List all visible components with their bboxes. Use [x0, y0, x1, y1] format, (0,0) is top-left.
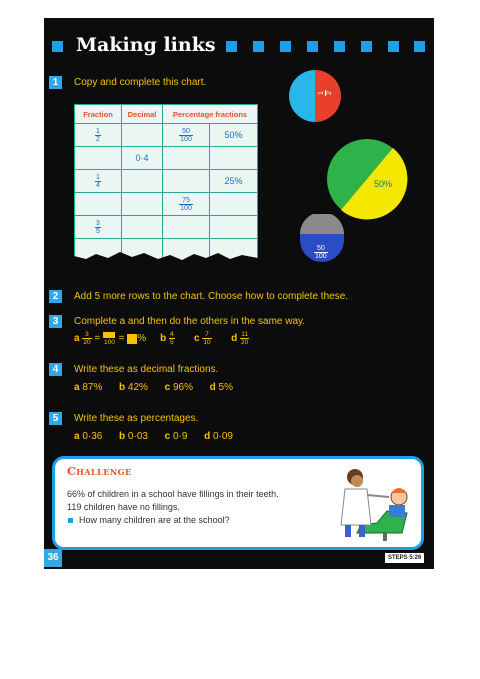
half-circle-label: 1 2 [318, 91, 334, 95]
question-1-text: Copy and complete this chart. [74, 77, 207, 88]
title-square-decoration [414, 41, 425, 52]
question-number: 4 [49, 363, 62, 376]
fraction-chart [74, 104, 258, 262]
percentage-fraction-cell: $\frac{50}{100}$ [180, 127, 192, 143]
question-3-text: Complete a and then do the others in the same way. [74, 316, 306, 327]
title-square-decoration [307, 41, 318, 52]
question-5-answers: a 0·36 b 0·03 c 0·9 d 0·09 [74, 431, 233, 442]
textbook-page [44, 18, 434, 569]
title-square-decoration [334, 41, 345, 52]
steps-label: STEPS 5:26 [385, 553, 424, 563]
question-number: 1 [49, 76, 62, 89]
title-square-decoration [361, 41, 372, 52]
fraction-cell: $\frac{3}{5}$ [96, 219, 100, 235]
answer-box [127, 334, 137, 344]
decimal-cell: 0·4 [122, 147, 163, 170]
percentage-fraction-cell: $\frac{75}{100}$ [180, 196, 192, 212]
percent-cell: 50% [210, 124, 258, 147]
percent-cell [210, 193, 258, 216]
title-square-decoration [52, 41, 63, 52]
title-square-decoration [253, 41, 264, 52]
decimal-cell [122, 170, 163, 193]
question-number: 3 [49, 315, 62, 328]
dentist-illustration [327, 463, 417, 543]
challenge-line-3: How many children are at the school? [79, 515, 230, 525]
header-percentage-fractions: Percentage fractions [163, 105, 258, 124]
torn-edge-decoration [74, 250, 258, 264]
question-3-answers: a $\frac{3}{20}$ = 100 = % b $\frac{4}{5}$ c $\frac{7}{10}$ d $\frac{11}{20}$ [74, 331, 249, 346]
table-row [75, 170, 258, 193]
header-decimal: Decimal [122, 105, 163, 124]
challenge-line-2: 119 children have no fillings. [67, 502, 180, 512]
title-square-decoration [280, 41, 291, 52]
table-row [75, 124, 258, 147]
question-number: 5 [49, 412, 62, 425]
title-square-decoration [388, 41, 399, 52]
decimal-cell [122, 216, 163, 239]
percent-cell [210, 216, 258, 239]
decimal-cell [122, 124, 163, 147]
table-row [75, 193, 258, 216]
question-4-text: Write these as decimal fractions. [74, 364, 219, 375]
percent-cell: 25% [210, 170, 258, 193]
question-2-text: Add 5 more rows to the chart. Choose how to complete these. [74, 291, 349, 302]
question-number: 2 [49, 290, 62, 303]
challenge-line-1: 66% of children in a school have fillings in their teeth. [67, 489, 279, 499]
fraction-cell: $\frac{1}{4}$ [96, 173, 100, 189]
title-square-decoration [226, 41, 237, 52]
decimal-cell [122, 193, 163, 216]
fraction-cell: $\frac{1}{2}$ [96, 127, 100, 143]
page-title: Making links [76, 34, 216, 56]
challenge-title: Challenge [67, 465, 132, 478]
cup-label: $\frac{50}{100}$ [315, 245, 327, 261]
fifty-percent-circle-diagram [326, 138, 408, 220]
question-4-answers: a 87% b 42% c 96% d 5% [74, 382, 233, 393]
half-circle-diagram [287, 68, 343, 124]
table-row [75, 147, 258, 170]
bullet-icon [68, 518, 73, 523]
challenge-box [52, 456, 424, 550]
percent-cell [210, 147, 258, 170]
table-row [75, 216, 258, 239]
question-5-text: Write these as percentages. [74, 413, 199, 424]
page-number: 36 [44, 549, 62, 567]
header-fraction: Fraction [75, 105, 122, 124]
fifty-percent-label: 50% [374, 179, 393, 189]
